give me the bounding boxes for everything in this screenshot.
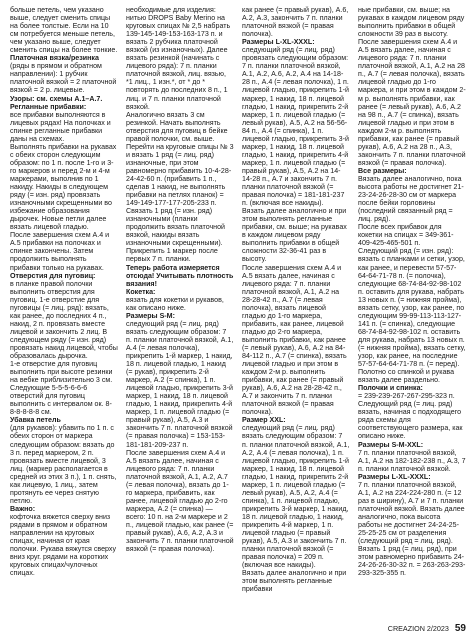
- paragraph: Вязать далее аналогично, пока высота работы не достигнет 21-23-24-26-28-30 см от маркера после бейки горловины (последний связанный ряд = лиц. ряд).: [358, 174, 464, 224]
- paragraph: Размер XXL:: [242, 416, 286, 425]
- paragraph: Следующий ряд (= лиц. ряд) вязать, начиная с подходящего ряда схемы для соответствующего размера, как описано ниже.: [358, 400, 463, 441]
- paragraph: ные прибавки, см. выше; на рукавах в каждом лицевом ряду выполнить прибавки в общей сложности 39 раз в высоту.: [358, 6, 465, 39]
- paragraph: вязать для кокетки и рукавов, как описано ниже.: [126, 295, 224, 312]
- paragraph: (для рукавов): убавить по 1 п. с обеих сторон от маркера следующим образом: вязать до 3 п. перед маркером, 2 п. провязать вместе лицевой, 3 лиц. (маркер располагается в средней из этих 3 п.), 1 п. снять, как лицевую, 1 лиц., затем протянуть ее через снятую петлю.: [10, 424, 117, 505]
- paragraph: Теперь работа измеряется отсюда! Учитывать плотность вязания!: [126, 263, 234, 288]
- paragraph: Полотно со спинкой и рукава вязать далее раздельно.: [358, 368, 455, 385]
- paragraph: Размеры S-M-XXL:: [358, 440, 424, 449]
- paragraph: Регланные прибавки:: [10, 102, 87, 111]
- paragraph: кофточка вяжется сверху вниз рядами в прямом и обратном направлении на круговых спицах, начиная от края полочки. Рукава вяжутся сверху вниз круг. рядами на коротких круговых спицах/чулочных спицах.: [10, 512, 117, 578]
- paragraph: все прибавки выполняются в лицевых рядах! На полочках и спинке регланные прибавки даны на схемах.: [10, 110, 111, 143]
- paragraph: Выполнять прибавки на рукавах с обеих сторон следующим образом: по 1 п. после 1-го и 3-го маркеров и перед 2-м и 4-м маркерами, выполнив по 1 накиду. Накиды в следующем ряду (= изн. ряд) провязать изнаночными скрещенными во избежание образования дырочек. Новые петли далее вязать лицевой гладью.: [10, 142, 117, 232]
- paragraph: После завершения схем А.4 и А.5 вязать далее, начиная с лицевого ряда: 7 п. планки платочной вязкой, А.1, А.2, А.7 (= левая полочка), вязать до 1-го маркера, прибавить, как ранее, лицевой гладью до 2-го маркера, А.2 (= спинка) — всего: 10 п. на 2-м маркере и 2 п., лицевой гладью, как ранее (= правый рукав), А.6, А.2, А.3 и закончить 7 п. планки платочной вязкой (= правая полочка).: [126, 448, 234, 554]
- page-number: 59: [454, 622, 466, 634]
- text-column-4: [358, 6, 466, 616]
- paragraph: 1-е отверстие для пуговиц выполнить при высоте резинки на вебке приблизительно 3 см. Следующие 5-5-5-6-6-6 отверстий для пуговиц выполнить с интервалом ок. 8-8-8-8-8-8 см.: [10, 360, 113, 417]
- paragraph: После завершения схем А.4 и А.5 вязать далее, начиная с лицевого ряда: 7 п. планки платочной вязкой, А.1, А.2 на 28 п., А.7 (= левая полочка), вязать лицевой гладью до 1-го маркера, и при этом в каждом 2-м р. выполнять прибавки, как ранее (= левый рукав), А.6, А.2 на 98 п., А.7 (= спинка), вязать лицевой гладью и при этом в каждом 2-м р. выполнять прибавки, как ранее (= правый рукав), А.6, А.2 на 28 п., А.3, закончить 7 п. планки платочной вязкой (= правая полочка).: [358, 38, 466, 167]
- text-column-1: [10, 6, 118, 616]
- paragraph: необходимые для изделия: нитью DROPS Baby Merino на круговых спицах № 2,5 набрать 139-145-149-153-163-173 п. и вязать 2 рубчика платочной вязкой (из изнаночных). Далее вязать резинкой (начинать с лицевого ряда): 7 п. планки платочной вязкой, лиц. вязью, *1 лиц., 1 изн.*, от * до * повторять до последних 8 п., 1 лиц. и 7 п. планки платочной вязкой.: [126, 6, 231, 111]
- paragraph: После завершения схем А.4 и А.5 прибавки на полочках и спинке закончены. Затем продолжить выполнять прибавки только на рукавах.: [10, 231, 110, 272]
- page-footer: [0, 622, 466, 634]
- paragraph: Важно:: [10, 504, 36, 513]
- text-column-3: [242, 6, 350, 616]
- paragraph: = 239-239-267-267-295-323 п.: [358, 392, 455, 401]
- paragraph: следующий ряд (= лиц. ряд) провязать следующим образом: 7 п. планки платочной вязкой, А.1, А.2, А.6, А.2, А.4 на 14-18-28 п., А.4 (= левая полочка), 1 п. лицевой гладью, прикрепить 1-й маркер, 1 накид, 18 п. лицевой гладью, 1 накид, прикрепить 2-й маркер, 1 п. лицевой гладью (= левый рукав), А.5, А.2 на 56-56-84 п., А.4 (= спинка), 1 п. лицевой гладью, прикрепить 3-й маркер, 1 накид, 18 п. лицевой гладью, 1 накид, прикрепить 4-й маркер, 1 п. лицевой гладью (= правый рукав), А.5, А.2 на 14-14-28 п., А.7 и закончить 7 п. планки платочной вязкой (= правая полочка) = 181-181-237 п. (включая все накиды).: [242, 46, 349, 208]
- paragraph: Аналогично вязать 3 см резинкой. Начать выполнять отверстия для пуговиц в бейке правой полочки, см. выше.: [126, 110, 228, 143]
- paragraph: 7 п. планки платочной вязкой, А.1, А.2 на 224-224-280 п. (= 12 раз в ширину), А.7 и 7 п. планки платочной вязкой. Вязать далее аналогично, пока высота работы не достигнет 24-24-25-25-25-25 см от разделения (следующий ряд = лиц. ряд).: [358, 480, 465, 546]
- paragraph: больше петель, чем указано выше, следует сменить спицы на более толстые. Если на 10 см потребуется меньше петель, чем указано выше, следует сменить спицы на более тонкие.: [10, 6, 118, 55]
- paragraph: Узоры: см. схемы А.1–А.7.: [10, 94, 103, 103]
- paragraph: Убавка петель: [10, 416, 61, 425]
- paragraph: Отверстия для пуговиц:: [10, 271, 96, 280]
- paragraph: Кокетка:: [126, 287, 156, 296]
- paragraph: Вязать 1 ряд (= лиц. ряд), при этом равномерно прибавить 24-24-26-26-30-32 п. = 263-263-293-293-325-355 п.: [358, 545, 466, 578]
- paragraph: Перейти на круговые спицы № 3 и вязать 1 ряд (= лиц. ряд) изнаночные, при этом равномерно прибавить 10-4-28-24-42-60 п. (прибавить 1 п., сделав 1 накид, не выполнять прибавки на петлях планок) = 149-149-177-177-205-233 п. Связать 1 ряд (= изн. ряд) изнаночными (планки продолжить вязать платочной вязкой, накиды вязать изнаночными скрещенными).: [126, 142, 234, 248]
- paragraph: следующий ряд (= лиц. ряд) вязать следующим образом: 7 п. планки платочной вязкой, А.1, А.2, А.4 (= левая полочка), 1 п. лицевой гладью, прикрепить 1-й маркер, 1 накид, 18 п. лицевой гладью, 1 накид, прикрепить 2-й маркер, 1 п. лицевой гладью (= левый рукав), А.5, А.2, А.4 (= спинка), 1 п. лицевой гладью, прикрепить 3-й маркер, 1 накид, 18 п. лицевой гладью, 1 накид, прикрепить 4-й маркер, 1 п. лицевой гладью (= правый рукав), А.5, А.3 и закончить 7 п. планки платочной вязкой (= правая полочка) = 209 п. (включая все накиды).: [242, 424, 350, 570]
- paragraph: следующий ряд (= лиц. ряд) вязать следующим образом: 7 п. планки платочной вязкой, А.1, А.4 (= левая полочка), прикрепить 1-й маркер, 1 накид, 18 п. лицевой гладью, 1 накид (= рукав), прикрепить 2-й маркер, А.2 (= спинка), 1 п. лицевой гладью, прикрепить 3-й маркер, 1 накид, 18 п. лицевой гладью, 1 накид, прикрепить 4-й маркер, 1 п. лицевой гладью (= правый рукав), А.5, А.3 и закончить 7 п. платочной вязкой (= правая полочка) = 153-153-181-181-209-237 п.: [126, 319, 234, 449]
- paragraph: Следующий ряд (= изн. ряд): вязать с планками и сетки, узор, как ранее, и перевести 57-57-64-64-71-78 п. (= полочка), следующие 68-74-84-92-98-102 п. оставить для рукава, набрать 13 новых п. (= нижняя пройма), вязать сетку, узор, как ранее, по следующим 99-99-113-113-127-141 п. (= спинка), следующие 68-74-84-92-98-102 п. оставить для рукава, набрать 13 новых п. (= нижняя пройма), вязать сетку, узор, как ранее, на последние 57-57-64-64-71-78 п. (= перед).: [358, 247, 466, 369]
- paragraph: Полочки и спинка:: [358, 384, 423, 393]
- paragraph: Размеры L-XL-XXXL:: [358, 472, 431, 481]
- magazine-name: CREAZION 2/2023: [387, 623, 449, 633]
- paragraph: Все размеры:: [358, 166, 407, 175]
- text-column-2: [126, 6, 234, 616]
- paragraph: Размеры L-XL-XXXL:: [242, 38, 315, 47]
- paragraph: После завершения схем А.4 и А.5 вязать далее, начиная с лицевого ряда: 7 п. планки платочной вязкой, А.1, А.2 на 28-28-42 п., А.7 (= левая полочка), вязать лицевой гладью до 1-го маркера, прибавить, как ранее, лицевой гладью до 2-го маркера, выполнить прибавки, как ранее (= левый рукав), А.6, А.2 на 84-84-112 п., А.7 (= спинка), вязать лицевой гладью и при этом в каждом 2-м р. выполнить прибавки, как ранее (= правый рукав), А.6, А.2 на 28-28-42 п., А.7 и закончить 7 п. планки платочной вязкой (= правая полочка).: [242, 263, 347, 417]
- article-columns: [10, 6, 466, 616]
- paragraph: в планке правой полочки выполнить отверстия для пуговиц. 1-е отверстие для пуговицы (= лиц. ряд): вязать, как ранее, до последних 4 п., накид, 2 п. провязать вместе лицевой и закончить 2 лиц. В следующем ряду (= изн. ряд) провязать накид лицевой, чтобы образовалась дырочка.: [10, 279, 118, 361]
- paragraph: 7 п. планки платочной вязкой, А.1, А.2 на 182-182-238 п., А.3, 7 п. планки платочной вязкой.: [358, 448, 466, 473]
- paragraph: Платочная вязка/резинка: [10, 54, 99, 63]
- paragraph: Вязать далее аналогично и при этом выполнять регланные прибавки, см. выше; на рукавах в каждом лицевом ряду выполнить прибавки в общей сложности 32-36-41 раз в высоту.: [242, 207, 347, 264]
- paragraph: как ранее (= правый рукав), А.6, А.2, А.3, закончить 7 п. планки платочной вязкой (= правая полочка).: [242, 6, 349, 39]
- paragraph: После всех прибавок для кокетки на спицах = 349-361-409-425-465-501 п.: [358, 223, 454, 248]
- paragraph: (ряды в прямом и обратном направлении): 1 рубчик платочной вязкой = 2 платочной вязкой = 2 р. лицевые.: [10, 62, 117, 95]
- paragraph: Вязать далее аналогично и при этом выполнять регланные прибавки: [242, 569, 347, 594]
- paragraph: Прикрепить 1 маркер после первых 7 п. планки.: [126, 247, 218, 264]
- paragraph: Размеры S-M:: [126, 311, 175, 320]
